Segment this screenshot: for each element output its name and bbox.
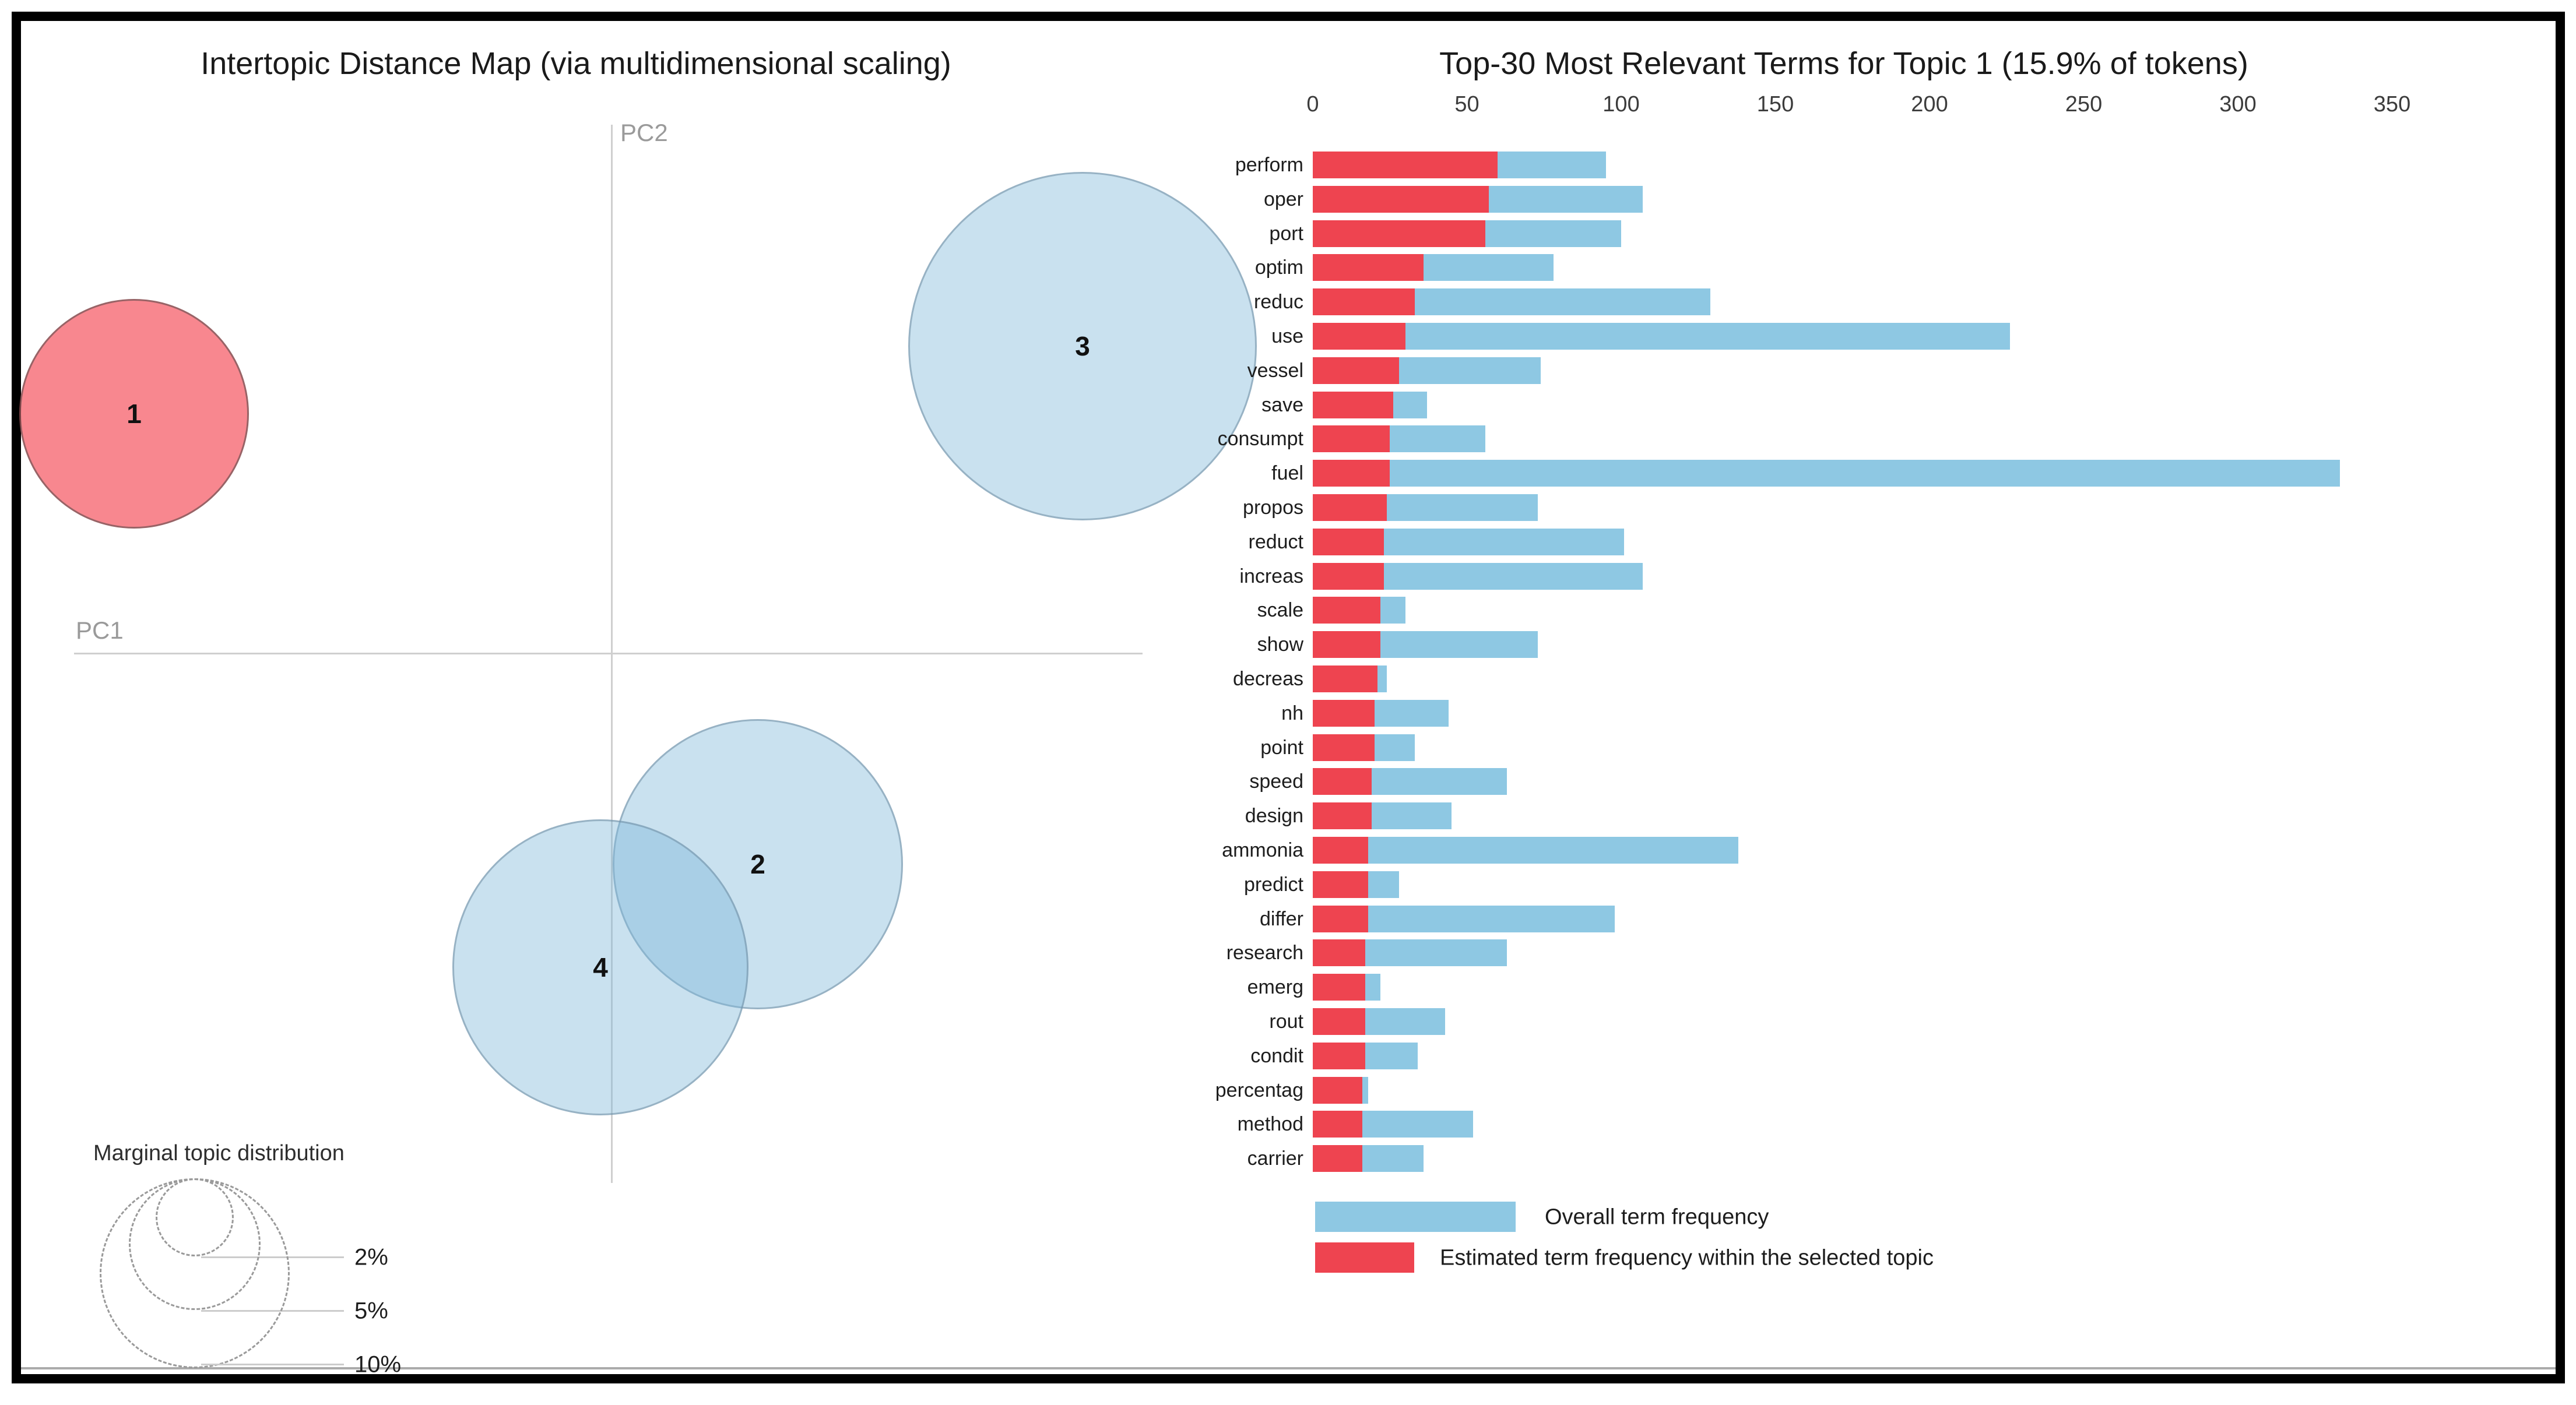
topic-frequency-bar-emerg[interactable] [1313,974,1365,1001]
term-label-fuel[interactable]: fuel [1271,462,1303,485]
overall-frequency-bar-use[interactable] [1313,323,2010,350]
topic-frequency-bar-propos[interactable] [1313,494,1387,521]
topic-frequency-bar-research[interactable] [1313,939,1365,966]
term-label-rout[interactable]: rout [1269,1010,1303,1033]
topic-frequency-bar-perform[interactable] [1313,152,1498,178]
topic-number-2: 2 [750,849,765,879]
intertopic-map-title: Intertopic Distance Map (via multidimensional scaling) [201,46,951,81]
x-axis-tick-150: 150 [1756,92,1794,117]
term-label-reduct[interactable]: reduct [1248,530,1303,553]
term-label-use[interactable]: use [1271,325,1303,347]
term-label-percentag[interactable]: percentag [1215,1079,1303,1101]
topic-frequency-bar-increas[interactable] [1313,563,1384,590]
topic-frequency-bar-use[interactable] [1313,323,1405,350]
x-axis-tick-250: 250 [2065,92,2103,117]
term-label-predict[interactable]: predict [1243,873,1303,896]
pc2-axis-label: PC2 [620,119,668,146]
pc1-axis-line [74,653,1143,654]
marginal-legend-title: Marginal topic distribution [93,1141,345,1165]
legend-overall-swatch [1315,1202,1516,1232]
container-bottom-border [21,1367,2556,1369]
x-axis-tick-200: 200 [1911,92,1948,117]
topic-frequency-bar-optim[interactable] [1313,254,1424,281]
topic-frequency-bar-scale[interactable] [1313,597,1380,624]
term-label-save[interactable]: save [1261,393,1303,416]
barchart-title: Top-30 Most Relevant Terms for Topic 1 (15.9% of tokens) [1439,46,2248,81]
x-axis-tick-0: 0 [1306,92,1319,117]
term-label-research[interactable]: research [1226,942,1303,964]
pc1-axis-label: PC1 [76,617,124,644]
topic-frequency-bar-decreas[interactable] [1313,665,1377,692]
x-axis-tick-350: 350 [2373,92,2411,117]
term-label-ammonia[interactable]: ammonia [1222,839,1303,861]
topic-frequency-bar-speed[interactable] [1313,768,1372,795]
term-label-vessel[interactable]: vessel [1247,359,1303,382]
topic-frequency-bar-fuel[interactable] [1313,460,1390,487]
term-label-oper[interactable]: oper [1263,188,1303,210]
topic-frequency-bar-save[interactable] [1313,392,1393,418]
figure-border [12,12,2565,1383]
topic-frequency-bar-point[interactable] [1313,734,1375,761]
topic-number-3: 3 [1075,331,1090,361]
topic-frequency-bar-show[interactable] [1313,631,1380,658]
legend-overall-label: Overall term frequency [1545,1205,1769,1230]
topic-frequency-bar-design[interactable] [1313,802,1372,829]
term-label-point[interactable]: point [1260,736,1303,759]
term-label-condit[interactable]: condit [1250,1044,1303,1067]
topic-frequency-bar-reduct[interactable] [1313,529,1384,555]
topic-frequency-bar-ammonia[interactable] [1313,837,1368,864]
topic-frequency-bar-oper[interactable] [1313,186,1489,213]
topic-frequency-bar-differ[interactable] [1313,906,1368,932]
overall-frequency-bar-fuel[interactable] [1313,460,2340,487]
marginal-size-label-2%: 2% [354,1244,388,1270]
term-label-propos[interactable]: propos [1243,496,1303,519]
term-label-decreas[interactable]: decreas [1233,668,1303,690]
x-axis-tick-300: 300 [2219,92,2257,117]
term-label-increas[interactable]: increas [1239,565,1303,587]
overall-frequency-bar-ammonia[interactable] [1313,837,1738,864]
topic-frequency-bar-consumpt[interactable] [1313,425,1390,452]
marginal-size-label-10%: 10% [354,1351,402,1378]
legend-topic-swatch [1315,1242,1414,1273]
term-label-speed[interactable]: speed [1249,770,1303,793]
topic-frequency-bar-carrier[interactable] [1313,1145,1362,1172]
x-axis-tick-100: 100 [1602,92,1640,117]
term-label-design[interactable]: design [1245,805,1303,827]
topic-frequency-bar-rout[interactable] [1313,1008,1365,1035]
marginal-size-circle-10% [100,1178,290,1368]
term-label-consumpt[interactable]: consumpt [1217,428,1303,450]
topic-frequency-bar-nh[interactable] [1313,700,1375,727]
marginal-size-guide-line [201,1364,344,1365]
topic-frequency-bar-percentag[interactable] [1313,1077,1362,1104]
marginal-size-label-5%: 5% [354,1298,388,1324]
term-label-scale[interactable]: scale [1257,599,1303,622]
topic-frequency-bar-method[interactable] [1313,1111,1362,1138]
topic-frequency-bar-condit[interactable] [1313,1043,1365,1069]
term-label-optim[interactable]: optim [1254,256,1303,279]
x-axis-tick-50: 50 [1454,92,1479,117]
topic-frequency-bar-vessel[interactable] [1313,357,1399,384]
legend-topic-label: Estimated term frequency within the selected topic [1440,1245,1934,1270]
term-label-method[interactable]: method [1237,1113,1303,1136]
term-label-nh[interactable]: nh [1281,702,1303,724]
topic-frequency-bar-reduc[interactable] [1313,288,1415,315]
term-label-carrier[interactable]: carrier [1247,1147,1303,1170]
topic-number-4: 4 [593,952,608,983]
topic-frequency-bar-predict[interactable] [1313,871,1368,898]
term-label-perform[interactable]: perform [1235,154,1303,176]
term-label-emerg[interactable]: emerg [1247,976,1303,999]
topic-number-1: 1 [126,399,142,429]
term-label-differ[interactable]: differ [1260,907,1303,930]
term-label-reduc[interactable]: reduc [1253,291,1303,314]
term-label-show[interactable]: show [1257,633,1303,656]
topic-frequency-bar-port[interactable] [1313,220,1485,247]
term-label-port[interactable]: port [1269,222,1303,245]
